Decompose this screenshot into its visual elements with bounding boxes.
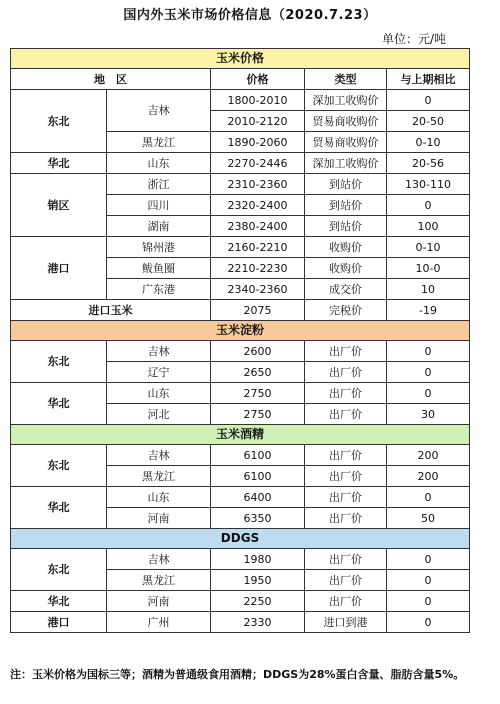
place-cell: 山东 [107, 383, 211, 404]
place-cell: 广东港 [107, 279, 211, 300]
price-cell: 2650 [211, 362, 305, 383]
place-cell: 吉林 [107, 341, 211, 362]
price-cell: 1950 [211, 570, 305, 591]
header-price: 价格 [211, 69, 305, 90]
place-cell: 锦州港 [107, 237, 211, 258]
change-cell: 50 [387, 508, 470, 529]
region-cell: 东北 [11, 90, 107, 153]
change-cell: 0-10 [387, 132, 470, 153]
place-cell: 鲅鱼圈 [107, 258, 211, 279]
place-cell: 黑龙江 [107, 132, 211, 153]
price-cell: 2340-2360 [211, 279, 305, 300]
region-cell: 华北 [11, 487, 107, 529]
change-cell: 0 [387, 549, 470, 570]
type-cell: 出厂价 [305, 362, 387, 383]
price-cell: 2160-2210 [211, 237, 305, 258]
page-title: 国内外玉米市场价格信息（2020.7.23） [123, 8, 377, 23]
section-title: 玉米淀粉 [11, 321, 470, 341]
type-cell: 出厂价 [305, 549, 387, 570]
price-cell: 2210-2230 [211, 258, 305, 279]
table-row [11, 445, 470, 466]
change-cell: 0 [387, 90, 470, 111]
section-header-row [11, 425, 470, 445]
price-cell: 2010-2120 [211, 111, 305, 132]
region-cell: 港口 [11, 237, 107, 300]
type-cell: 贸易商收购价 [305, 111, 387, 132]
change-cell: 0 [387, 362, 470, 383]
table-row [11, 487, 470, 508]
table-row [11, 153, 470, 174]
unit-label: 单位：元/吨 [381, 32, 446, 46]
change-cell: 100 [387, 216, 470, 237]
type-cell: 出厂价 [305, 570, 387, 591]
change-cell: -19 [387, 300, 470, 321]
type-cell: 出厂价 [305, 341, 387, 362]
price-cell: 2750 [211, 404, 305, 425]
type-cell: 出厂价 [305, 466, 387, 487]
price-cell: 2270-2446 [211, 153, 305, 174]
price-cell: 2380-2400 [211, 216, 305, 237]
price-cell: 2250 [211, 591, 305, 612]
change-cell: 0 [387, 570, 470, 591]
type-cell: 出厂价 [305, 487, 387, 508]
type-cell: 收购价 [305, 237, 387, 258]
place-cell: 黑龙江 [107, 466, 211, 487]
header-type: 类型 [305, 69, 387, 90]
section-title: 玉米价格 [11, 49, 470, 69]
type-cell: 深加工收购价 [305, 90, 387, 111]
change-cell: 200 [387, 466, 470, 487]
price-cell: 6350 [211, 508, 305, 529]
type-cell: 出厂价 [305, 591, 387, 612]
region-cell: 华北 [11, 591, 107, 612]
change-cell: 20-56 [387, 153, 470, 174]
place-cell: 吉林 [107, 445, 211, 466]
price-cell: 2600 [211, 341, 305, 362]
change-cell: 0 [387, 341, 470, 362]
section-title: 玉米酒精 [11, 425, 470, 445]
table-row [11, 383, 470, 404]
header-region: 地 区 [11, 69, 211, 90]
place-cell: 广州 [107, 612, 211, 633]
price-cell: 2750 [211, 383, 305, 404]
place-cell: 河北 [107, 404, 211, 425]
table-row [11, 549, 470, 570]
price-cell: 1980 [211, 549, 305, 570]
place-cell: 河南 [107, 508, 211, 529]
type-cell: 出厂价 [305, 383, 387, 404]
place-cell: 辽宁 [107, 362, 211, 383]
place-cell: 湖南 [107, 216, 211, 237]
change-cell: 200 [387, 445, 470, 466]
place-cell: 山东 [107, 153, 211, 174]
region-cell: 港口 [11, 612, 107, 633]
table-row [11, 612, 470, 633]
type-cell: 出厂价 [305, 404, 387, 425]
table-row [11, 90, 470, 111]
table-row [11, 591, 470, 612]
type-cell: 成交价 [305, 279, 387, 300]
change-cell: 10 [387, 279, 470, 300]
price-cell: 2320-2400 [211, 195, 305, 216]
change-cell: 30 [387, 404, 470, 425]
price-cell: 6100 [211, 445, 305, 466]
section-title: DDGS [11, 529, 470, 549]
table-row [11, 341, 470, 362]
section-header-row [11, 529, 470, 549]
change-cell: 0 [387, 487, 470, 508]
table-row [11, 174, 470, 195]
section-header-row [11, 321, 470, 341]
type-cell: 出厂价 [305, 508, 387, 529]
type-cell: 到站价 [305, 216, 387, 237]
place-cell: 河南 [107, 591, 211, 612]
price-cell: 6100 [211, 466, 305, 487]
change-cell: 10-0 [387, 258, 470, 279]
region-cell: 东北 [11, 341, 107, 383]
change-cell: 0-10 [387, 237, 470, 258]
type-cell: 到站价 [305, 174, 387, 195]
change-cell: 130-110 [387, 174, 470, 195]
region-cell: 东北 [11, 445, 107, 487]
type-cell: 进口到港 [305, 612, 387, 633]
change-cell: 0 [387, 195, 470, 216]
change-cell: 20-50 [387, 111, 470, 132]
table-row [11, 300, 470, 321]
import-label-cell: 进口玉米 [11, 300, 211, 321]
place-cell: 浙江 [107, 174, 211, 195]
region-cell: 华北 [11, 383, 107, 425]
price-cell: 6400 [211, 487, 305, 508]
region-cell: 东北 [11, 549, 107, 591]
change-cell: 0 [387, 612, 470, 633]
header-change: 与上期相比 [387, 69, 470, 90]
table-row [11, 237, 470, 258]
type-cell: 出厂价 [305, 445, 387, 466]
price-table [10, 48, 470, 633]
price-cell: 1890-2060 [211, 132, 305, 153]
region-cell: 销区 [11, 174, 107, 237]
place-cell: 黑龙江 [107, 570, 211, 591]
footnote: 注：玉米价格为国标三等；酒精为普通级食用酒精；DDGS为28%蛋白含量、脂肪含量5%。 [10, 668, 465, 681]
place-cell: 吉林 [107, 549, 211, 570]
column-header-row [11, 69, 470, 90]
type-cell: 完税价 [305, 300, 387, 321]
price-cell: 1800-2010 [211, 90, 305, 111]
place-cell: 吉林 [107, 90, 211, 132]
place-cell: 山东 [107, 487, 211, 508]
region-cell: 华北 [11, 153, 107, 174]
type-cell: 收购价 [305, 258, 387, 279]
type-cell: 深加工收购价 [305, 153, 387, 174]
change-cell: 0 [387, 383, 470, 404]
type-cell: 贸易商收购价 [305, 132, 387, 153]
change-cell: 0 [387, 591, 470, 612]
type-cell: 到站价 [305, 195, 387, 216]
section-header-row [11, 49, 470, 69]
place-cell: 四川 [107, 195, 211, 216]
price-cell: 2075 [211, 300, 305, 321]
price-cell: 2310-2360 [211, 174, 305, 195]
price-cell: 2330 [211, 612, 305, 633]
